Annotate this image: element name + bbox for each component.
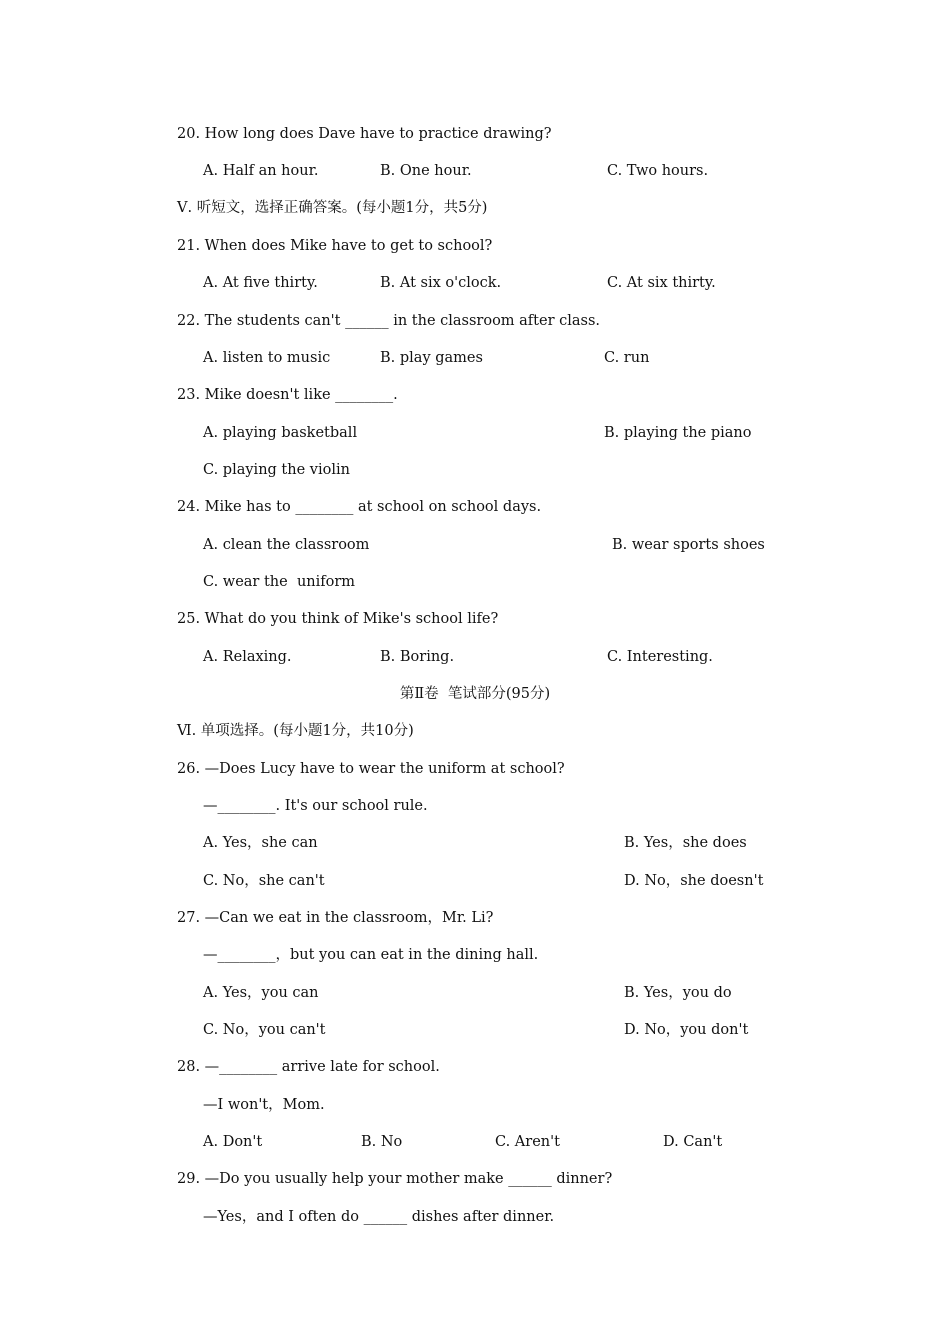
section-6-title: Ⅵ. 单项选择。(每小题1分，共10分) bbox=[177, 723, 414, 739]
section-5-title: Ⅴ. 听短文，选择正确答案。(每小题1分，共5分) bbox=[177, 200, 488, 216]
question-27-option-b: B. Yes，you do bbox=[624, 985, 732, 1001]
question-25-option-c: C. Interesting. bbox=[607, 649, 713, 665]
question-25-option-a: A. Relaxing. bbox=[203, 649, 292, 665]
question-20-option-b: B. One hour. bbox=[380, 163, 472, 179]
question-28-stem: 28. —________ arrive late for school. bbox=[177, 1059, 440, 1075]
question-24-stem: 24. Mike has to ________ at school on school days. bbox=[177, 499, 542, 515]
question-21-stem: 21. When does Mike have to get to school? bbox=[177, 238, 493, 254]
question-24-option-c: C. wear the uniform bbox=[203, 574, 356, 590]
question-20-stem: 20. How long does Dave have to practice drawing? bbox=[177, 126, 552, 142]
question-23-stem: 23. Mike doesn't like ________. bbox=[177, 387, 398, 403]
question-26-option-b: B. Yes，she does bbox=[624, 835, 747, 851]
question-28-option-b: B. No bbox=[361, 1134, 403, 1150]
question-26-stem: 26. —Does Lucy have to wear the uniform at school? bbox=[177, 761, 565, 777]
question-20-option-c: C. Two hours. bbox=[607, 163, 709, 179]
question-21-option-c: C. At six thirty. bbox=[607, 275, 716, 291]
question-20-option-a: A. Half an hour. bbox=[203, 163, 319, 179]
question-29-stem: 29. —Do you usually help your mother make ______ dinner? bbox=[177, 1171, 613, 1187]
question-28-option-c: C. Aren't bbox=[495, 1134, 560, 1150]
question-27-option-a: A. Yes，you can bbox=[203, 985, 319, 1001]
question-26-reply: —________. It's our school rule. bbox=[203, 798, 428, 814]
question-28-option-a: A. Don't bbox=[203, 1134, 263, 1150]
question-28-reply: —I won't，Mom. bbox=[203, 1097, 325, 1113]
question-22-option-b: B. play games bbox=[380, 350, 483, 366]
question-27-option-c: C. No，you can't bbox=[203, 1022, 326, 1038]
question-26-option-d: D. No，she doesn't bbox=[624, 873, 764, 889]
question-24-option-a: A. clean the classroom bbox=[203, 537, 370, 553]
question-24-option-b: B. wear sports shoes bbox=[612, 537, 765, 553]
question-23-option-b: B. playing the piano bbox=[604, 425, 752, 441]
question-26-option-a: A. Yes，she can bbox=[203, 835, 318, 851]
question-27-reply: —________，but you can eat in the dining hall. bbox=[203, 947, 539, 963]
question-28-option-d: D. Can't bbox=[663, 1134, 723, 1150]
question-25-option-b: B. Boring. bbox=[380, 649, 455, 665]
question-23-option-a: A. playing basketball bbox=[203, 425, 358, 441]
question-22-option-a: A. listen to music bbox=[203, 350, 331, 366]
part-2-title: 第Ⅱ卷 笔试部分(95分) bbox=[399, 686, 551, 702]
question-22-stem: 22. The students can't ______ in the classroom after class. bbox=[177, 313, 601, 329]
question-26-option-c: C. No，she can't bbox=[203, 873, 325, 889]
question-21-option-b: B. At six o'clock. bbox=[380, 275, 502, 291]
question-25-stem: 25. What do you think of Mike's school life? bbox=[177, 611, 499, 627]
question-29-reply: —Yes，and I often do ______ dishes after dinner. bbox=[203, 1209, 555, 1225]
question-23-option-c: C. playing the violin bbox=[203, 462, 350, 478]
question-27-stem: 27. —Can we eat in the classroom，Mr. Li? bbox=[177, 910, 494, 926]
question-27-option-d: D. No，you don't bbox=[624, 1022, 749, 1038]
question-21-option-a: A. At five thirty. bbox=[203, 275, 318, 291]
question-22-option-c: C. run bbox=[604, 350, 650, 366]
